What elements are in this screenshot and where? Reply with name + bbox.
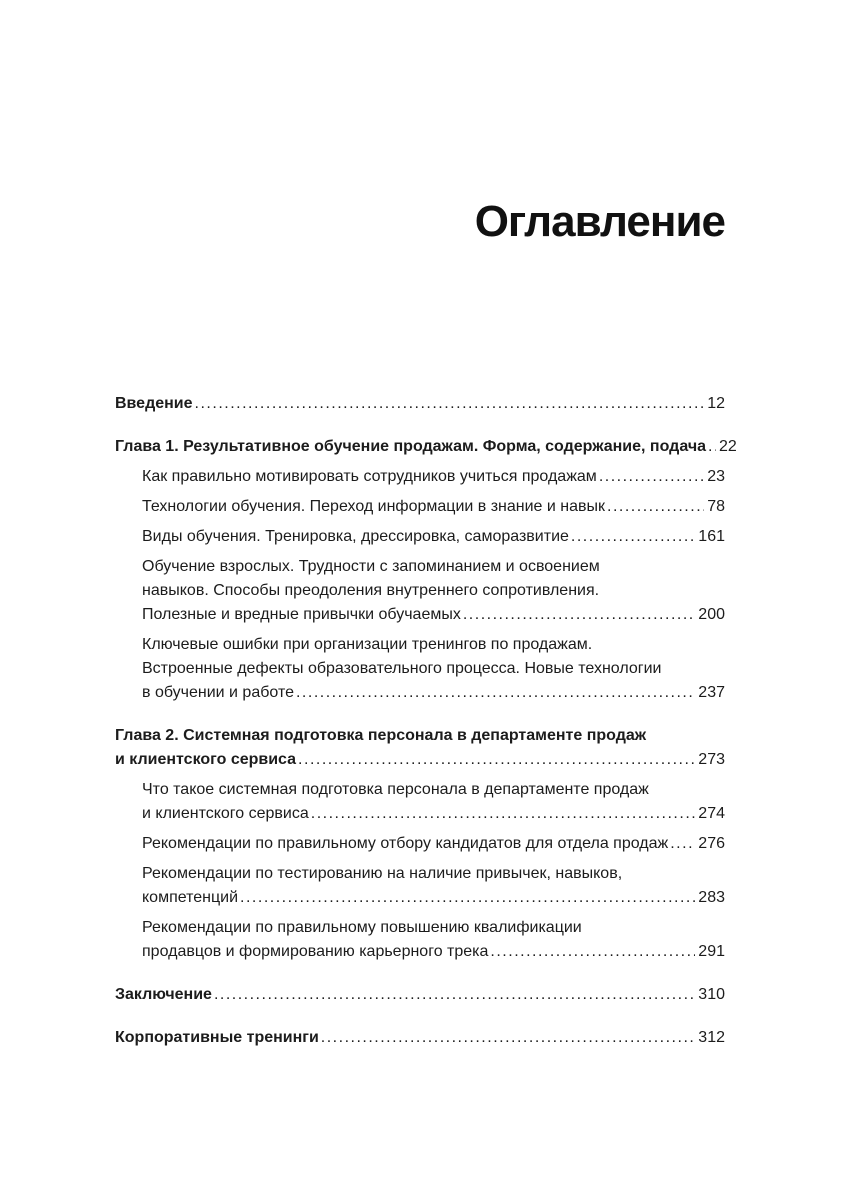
- toc-entry-text: Введение: [115, 395, 193, 413]
- toc-entry-text: Обучение взрослых. Трудности с запоминанием и освоением: [142, 558, 600, 576]
- toc-entry-text: Встроенные дефекты образовательного процесса. Новые технологии: [142, 660, 662, 678]
- toc-entry-text: продавцов и формированию карьерного трека: [142, 943, 489, 961]
- toc-entry-last-line: [115, 983, 725, 1007]
- dot-leader: [607, 495, 704, 519]
- dot-leader: [298, 748, 695, 772]
- toc-entry-last-line: [142, 802, 725, 826]
- toc-entry-text: Ключевые ошибки при организации тренингов по продажам.: [142, 636, 593, 654]
- toc-page-number: 283: [698, 889, 725, 907]
- toc-entry: [115, 832, 725, 856]
- toc-entry-last-line: [142, 940, 725, 964]
- dot-leader: [490, 940, 695, 964]
- dot-leader: [296, 681, 695, 705]
- toc-page-number: 237: [698, 684, 725, 702]
- dot-leader: [670, 832, 695, 856]
- toc-entry-last-line: [115, 748, 725, 772]
- toc-entry-text: Виды обучения. Тренировка, дрессировка, саморазвитие: [142, 528, 569, 546]
- toc-entry-text: навыков. Способы преодоления внутреннего сопротивления.: [142, 582, 600, 600]
- toc-entry: [115, 555, 725, 627]
- toc-entry-last-line: [142, 832, 725, 856]
- toc-entry: [115, 916, 725, 964]
- toc-entry: [115, 778, 725, 826]
- toc-page-number: 78: [707, 498, 725, 516]
- toc-entry-text: Заключение: [115, 986, 212, 1004]
- toc-entry-last-line: [142, 495, 725, 519]
- toc-entry-last-line: [142, 681, 725, 705]
- toc-entry-text: Рекомендации по тестированию на наличие привычек, навыков,: [142, 865, 623, 883]
- toc-page-number: 312: [698, 1029, 725, 1047]
- toc-page-number: 22: [719, 438, 737, 456]
- toc-entry-last-line: [142, 525, 725, 549]
- toc-entry-last-line: [142, 886, 725, 910]
- toc-page-number: 310: [698, 986, 725, 1004]
- dot-leader: [321, 1026, 696, 1050]
- dot-leader: [311, 802, 696, 826]
- toc-entry: [115, 1026, 725, 1050]
- toc-page-number: 23: [707, 468, 725, 486]
- dot-leader: [240, 886, 695, 910]
- toc-entry-text: Глава 1. Результативное обучение продажам. Форма, содержание, подача: [115, 438, 706, 456]
- toc-entry: [115, 983, 725, 1007]
- dot-leader: [214, 983, 695, 1007]
- toc-page-number: 291: [698, 943, 725, 961]
- toc-entry-text: Глава 2. Системная подготовка персонала в департаменте продаж: [115, 727, 647, 745]
- toc-entry-last-line: [115, 435, 737, 459]
- toc-entry-text: Рекомендации по правильному повышению квалификации: [142, 919, 582, 937]
- toc-entry: [115, 862, 725, 910]
- dot-leader: [195, 392, 705, 416]
- toc-page-number: 12: [707, 395, 725, 413]
- toc-entry-last-line: [115, 1026, 725, 1050]
- toc-entry: [115, 392, 725, 416]
- dot-leader: [599, 465, 704, 489]
- toc-page-number: 161: [698, 528, 725, 546]
- toc-entry-text: компетенций: [142, 889, 239, 907]
- toc-entry-text: в обучении и работе: [142, 684, 294, 702]
- page-title: Оглавление: [474, 197, 725, 246]
- toc-entry-text: Полезные и вредные привычки обучаемых: [142, 606, 461, 624]
- toc-entry: [115, 465, 725, 489]
- toc-page-number: 273: [698, 751, 725, 769]
- toc-page-number: 274: [698, 805, 725, 823]
- toc-entry-text: Рекомендации по правильному отбору кандидатов для отдела продаж: [142, 835, 669, 853]
- toc-entry: [115, 724, 725, 772]
- toc-entry: [115, 525, 725, 549]
- toc-entry-last-line: [142, 465, 725, 489]
- toc-entry-text: Как правильно мотивировать сотрудников учиться продажам: [142, 468, 597, 486]
- dot-leader: [463, 603, 695, 627]
- toc-entry-text: и клиентского сервиса: [142, 805, 309, 823]
- toc-entry: [115, 495, 725, 519]
- dot-leader: [571, 525, 695, 549]
- toc-entry: [115, 633, 725, 705]
- toc-page-number: 200: [698, 606, 725, 624]
- table-of-contents: [115, 392, 737, 1050]
- toc-entry-text: Что такое системная подготовка персонала в департаменте продаж: [142, 781, 649, 799]
- toc-entry-last-line: [142, 603, 725, 627]
- toc-entry-text: и клиентского сервиса: [115, 751, 297, 769]
- dot-leader: [708, 435, 716, 459]
- toc-entry: [115, 435, 737, 459]
- toc-entry-text: Корпоративные тренинги: [115, 1029, 319, 1047]
- toc-entry-last-line: [115, 392, 725, 416]
- toc-page-number: 276: [698, 835, 725, 853]
- toc-entry-text: Технологии обучения. Переход информации в знание и навык: [142, 498, 606, 516]
